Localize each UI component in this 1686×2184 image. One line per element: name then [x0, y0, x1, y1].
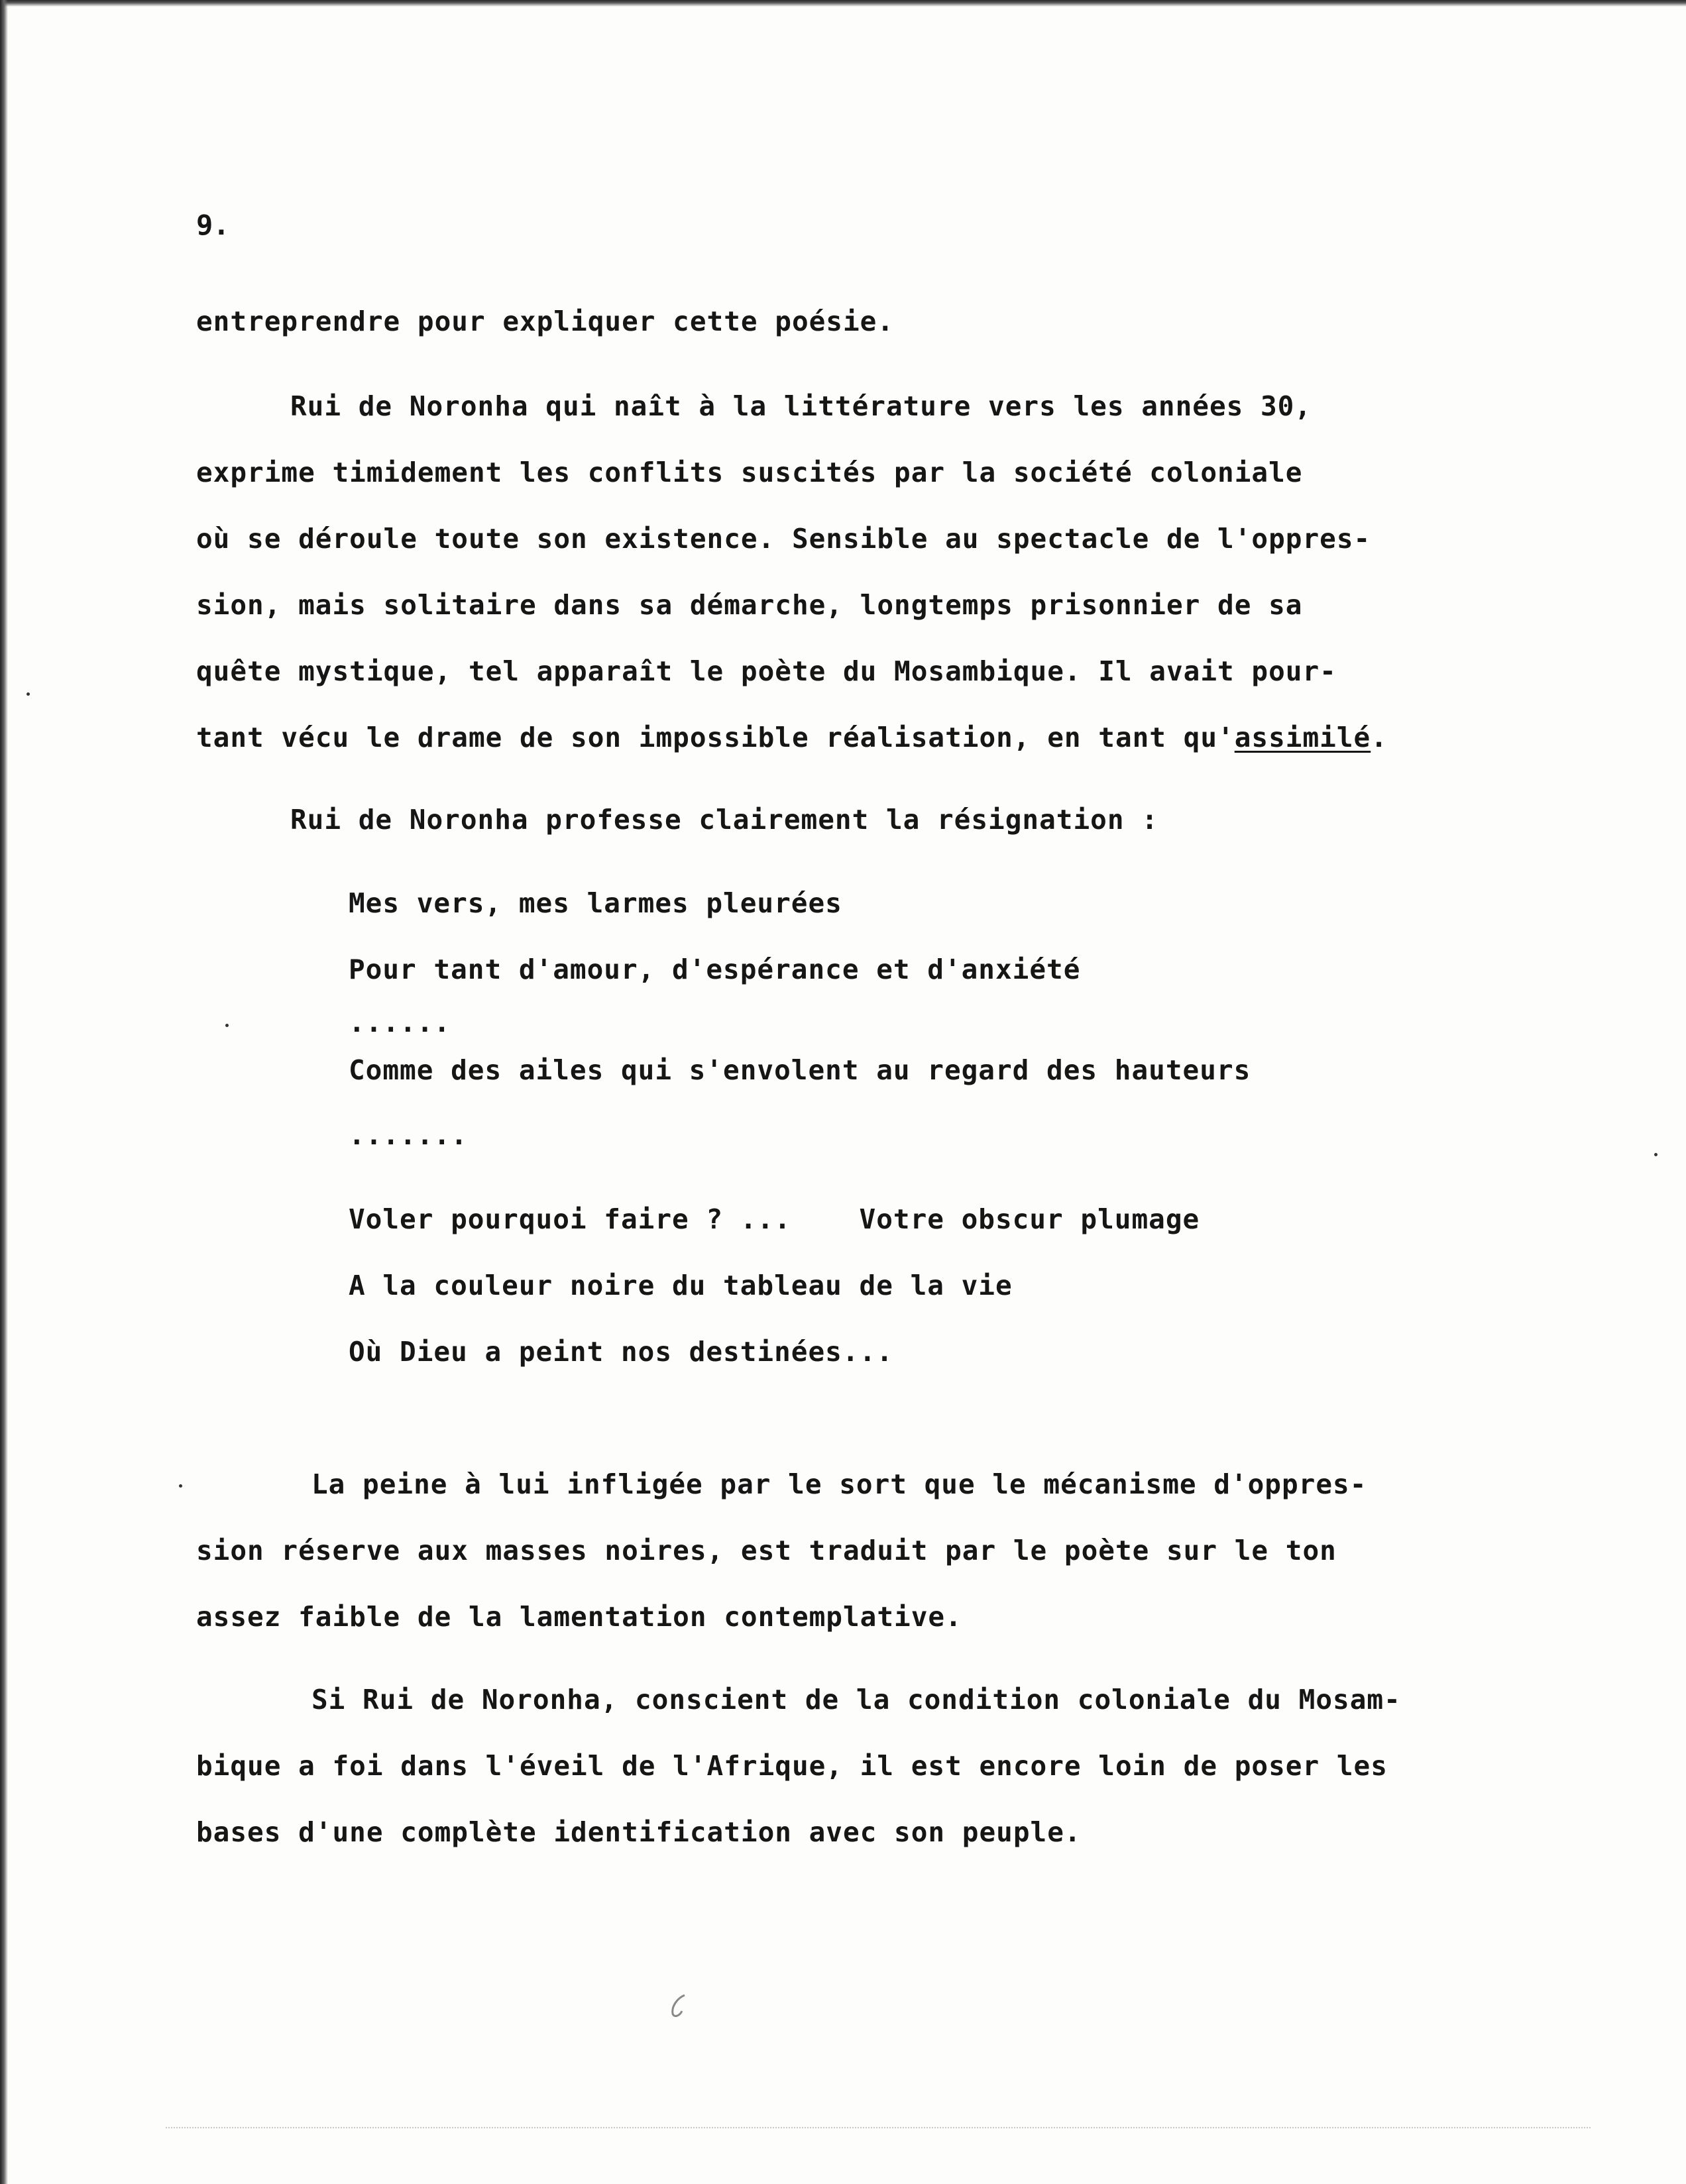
text-line: sion, mais solitaire dans sa démarche, longtemps prisonnier de sa [196, 589, 1303, 621]
text-line: bique a foi dans l'éveil de l'Afrique, il est encore loin de poser les [196, 1750, 1388, 1782]
page-number: 9. [196, 209, 230, 241]
poem-line: Voler pourquoi faire ? ... Votre obscur plumage [349, 1203, 1200, 1235]
scan-speck [179, 1484, 182, 1488]
poem-ellipsis: ...... [349, 1007, 451, 1038]
pencil-mark-icon [666, 1991, 690, 2020]
text-line: entreprendre pour expliquer cette poésie. [196, 305, 895, 337]
scan-speck [1654, 1153, 1658, 1156]
text-line: exprime timidement les conflits suscités par la société coloniale [196, 457, 1303, 488]
poem-line: A la couleur noire du tableau de la vie [349, 1270, 1013, 1301]
text-line: La peine à lui infligée par le sort que le mécanisme d'oppres- [311, 1468, 1367, 1500]
text-line: sion réserve aux masses noires, est traduit par le poète sur le ton [196, 1535, 1337, 1566]
scan-edge-top [0, 0, 1686, 7]
scan-edge-bottom [166, 2127, 1591, 2130]
scan-speck [27, 692, 30, 696]
poem-line: Mes vers, mes larmes pleurées [349, 887, 842, 919]
text-line [196, 721, 1388, 754]
text-line: Si Rui de Noronha, conscient de la condition coloniale du Mosam- [311, 1684, 1401, 1716]
poem-ellipsis: ....... [349, 1119, 468, 1151]
text-line: assez faible de la lamentation contemplative. [196, 1601, 962, 1633]
scan-speck [225, 1024, 229, 1027]
poem-line: Pour tant d'amour, d'espérance et d'anxiété [349, 954, 1081, 985]
poem-line: Où Dieu a peint nos destinées... [349, 1336, 893, 1368]
text-line: Rui de Noronha qui naît à la littérature vers les années 30, [290, 390, 1312, 422]
text-line: bases d'une complète identification avec son peuple. [196, 1816, 1082, 1848]
poem-line: Comme des ailes qui s'envolent au regard des hauteurs [349, 1054, 1251, 1086]
text-line: Rui de Noronha professe clairement la résignation : [290, 804, 1158, 836]
scan-edge-left [0, 0, 8, 2184]
underlined-word: assimilé [1234, 722, 1371, 753]
text-run: . [1371, 722, 1388, 753]
text-run: tant vécu le drame de son impossible réalisation, en tant qu' [196, 722, 1235, 753]
text-line: quête mystique, tel apparaît le poète du Mosambique. Il avait pour- [196, 655, 1337, 687]
text-line: où se déroule toute son existence. Sensible au spectacle de l'oppres- [196, 523, 1371, 555]
